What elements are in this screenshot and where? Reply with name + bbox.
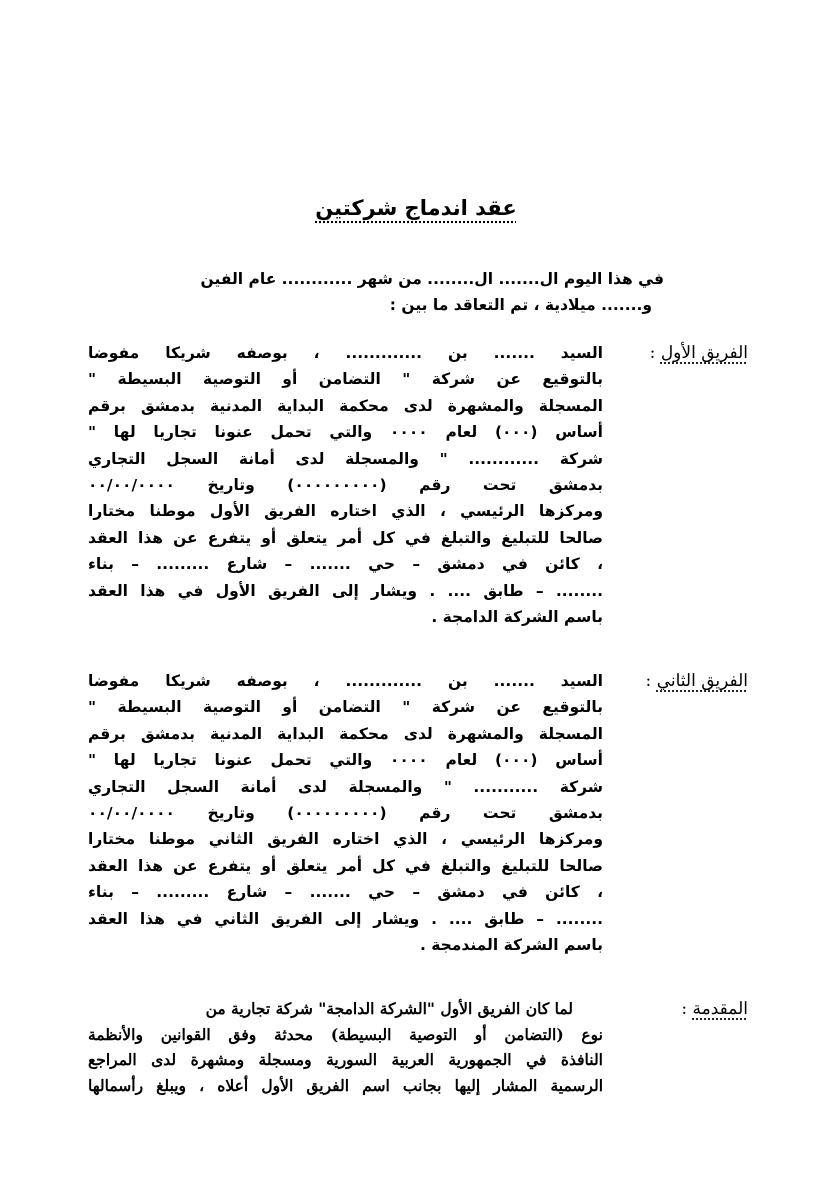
introduction-label-text: المقدمة: [692, 999, 748, 1019]
first-party-line: المسجلة والمشهرة لدى محكمة البداية المدنية بدمشق برقم: [88, 396, 603, 415]
second-party-line: بدمشق تحت رقم (٠٠٠٠٠٠٠٠٠) وتاريخ ٠٠/٠٠/٠٠٠٠: [88, 803, 603, 822]
first-party-line: ومركزها الرئيسي ، الذي اختاره الفريق الأول موطنا مختارا: [88, 502, 603, 521]
intro-line-1: في هذا اليوم ال....... ال........ من شهر ............ عام الفين: [200, 270, 664, 288]
first-party-line: ، كائن في دمشق – حي ....... – شارع ......... – بناء: [88, 555, 603, 574]
second-party-body: [88, 668, 603, 958]
second-party-line: السيد ....... بن ............. ، بوصفه شريكا مفوضا: [88, 672, 603, 690]
second-party-line: باسم الشركة المندمجة .: [419, 935, 603, 954]
introduction-line: لما كان الفريق الأول "الشركة الدامجة" شركة تجارية من: [205, 999, 573, 1018]
intro-line-2: و....... ميلادية ، تم التعاقد ما بين :: [389, 296, 652, 314]
introduction-line: النافذة في الجمهورية العربية السورية ومسجلة ومشهرة لدى المراجع: [88, 1050, 603, 1070]
second-party-line: ، كائن في دمشق – حي ....... – شارع ......... – بناء: [88, 883, 603, 902]
first-party-label-text: الفريق الأول: [660, 343, 748, 363]
first-party-line: صالحا للتبليغ والتبلغ في كل أمر يتعلق أو يتفرع عن هذا العقد: [88, 528, 603, 547]
second-party-label-colon: :: [645, 671, 652, 691]
introduction-label-colon: :: [681, 999, 688, 1019]
first-party-line: بالتوقيع عن شركة " التضامن أو التوصية البسيطة ": [88, 370, 603, 389]
introduction-section: [88, 996, 748, 1116]
first-party-line: شركة ............ " والمسجلة لدى أمانة السجل التجاري: [88, 449, 603, 468]
first-party-line: ........ – طابق .... . ويشار إلى الفريق الأول في هذا العقد: [88, 581, 603, 600]
second-party-line: صالحا للتبليغ والتبلغ في كل أمر يتعلق أو يتفرع عن هذا العقد: [88, 856, 603, 875]
first-party-line: أساس (٠٠٠) لعام ٠٠٠٠ والتي تحمل عنونا تجاريا لها ": [88, 423, 603, 442]
first-party-line: بدمشق تحت رقم (٠٠٠٠٠٠٠٠٠) وتاريخ ٠٠/٠٠/٠٠٠٠: [88, 475, 603, 494]
first-party-line: السيد ....... بن ............. ، بوصفه شريكا مفوضا: [88, 344, 603, 362]
first-party-label-colon: :: [649, 343, 656, 363]
second-party-line: أساس (٠٠٠) لعام ٠٠٠٠ والتي تحمل عنونا تجاريا لها ": [88, 751, 603, 770]
second-party-label: [646, 668, 748, 694]
second-party-line: المسجلة والمشهرة لدى محكمة البداية المدنية بدمشق برقم: [88, 724, 603, 743]
first-party-line: باسم الشركة الدامجة .: [431, 607, 603, 626]
introduction-label: [681, 996, 748, 1022]
introduction-body: [88, 996, 603, 1098]
second-party-line: بالتوقيع عن شركة " التضامن أو التوصية البسيطة ": [88, 698, 603, 717]
second-party-line: ........ – طابق .... . ويشار إلى الفريق الثاني في هذا العقد: [88, 909, 603, 928]
second-party-label-text: الفريق الثاني: [656, 671, 748, 691]
second-party-section: [88, 668, 748, 968]
first-party-body: [88, 340, 603, 630]
second-party-line: شركة ........... " والمسجلة لدى أمانة السجل التجاري: [88, 777, 603, 796]
introduction-line: الرسمية المشار إليها بجانب اسم الفريق الأول أعلاه ، ويبلغ رأسمالها: [88, 1075, 603, 1095]
intro-paragraph: [84, 266, 664, 318]
second-party-line: ومركزها الرئيسي ، الذي اختاره الفريق الثاني موطنا مختارا: [88, 830, 603, 849]
first-party-label: [650, 340, 748, 366]
first-party-section: [88, 340, 748, 640]
document-title: عقد اندماج شركتين: [315, 196, 517, 220]
introduction-line: نوع (التضامن أو التوصية البسيطة) محدثة وفق القوانين والأنظمة: [88, 1024, 603, 1044]
